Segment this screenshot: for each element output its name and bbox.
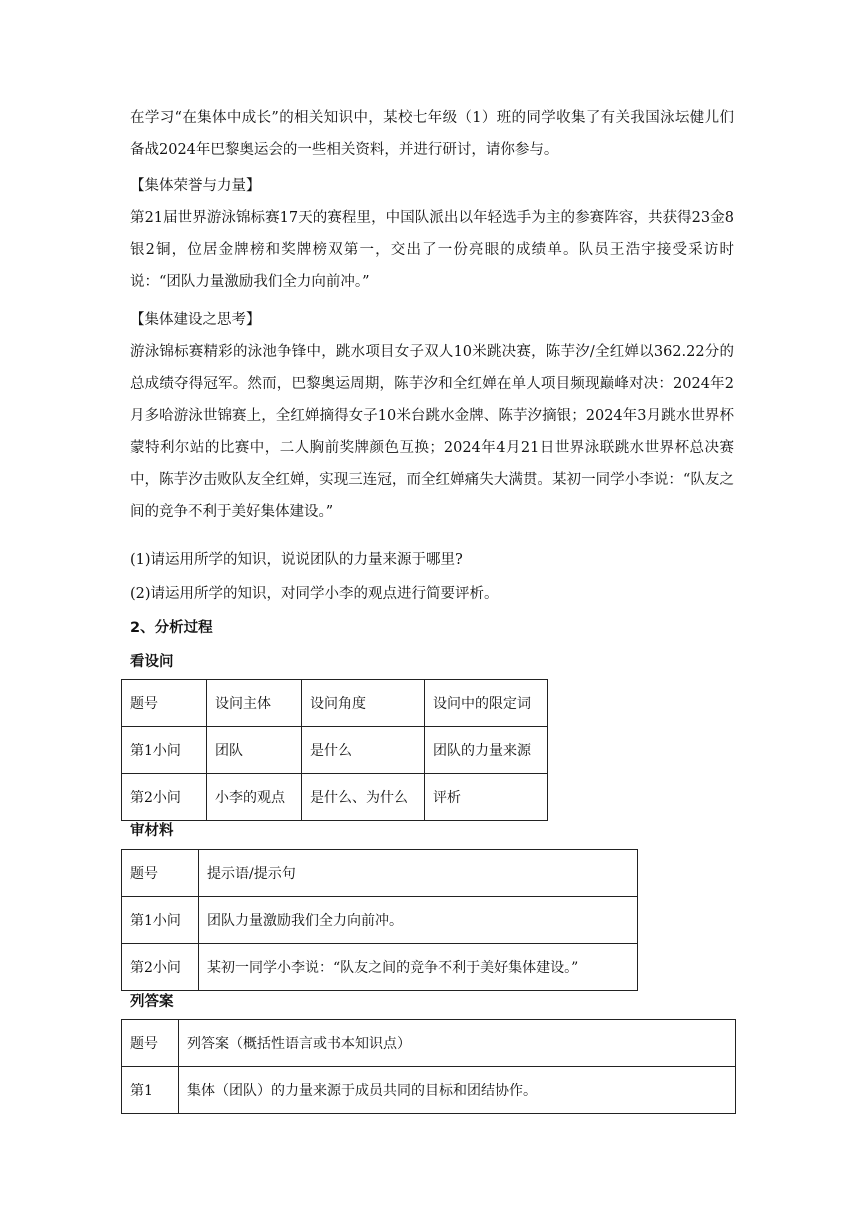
table-row: [122, 944, 638, 991]
table-cell: 是什么: [302, 727, 425, 774]
table1-title: 看设问: [130, 654, 174, 670]
table-cell: 第1小问: [122, 897, 199, 944]
section2-heading: 【集体建设之思考】: [130, 312, 261, 328]
table-cell: 团队力量激励我们全力向前冲。: [199, 897, 638, 944]
table-cell: 第2小问: [122, 774, 207, 821]
table-cell: 题号: [122, 1020, 179, 1067]
table-cell: 团队: [207, 727, 302, 774]
table-row: [122, 1067, 736, 1114]
table-cell: 设问主体: [207, 680, 302, 727]
table-cell: 提示语/提示句: [199, 850, 638, 897]
table-cell: 某初一同学小李说：“队友之间的竞争不利于美好集体建设。”: [199, 944, 638, 991]
table2-title: 审材料: [130, 823, 174, 839]
table-cell: 集体（团队）的力量来源于成员共同的目标和团结协作。: [179, 1067, 736, 1114]
section1-heading: 【集体荣誉与力量】: [130, 178, 261, 194]
section2-paragraph: 游泳锦标赛精彩的泳池争锋中，跳水项目女子双人10米跳决赛，陈芋汐/全红婵以362.22分的总成绩夺得冠军。然而，巴黎奥运周期，陈芋汐和全红婵在单人项目频现巅峰对决：2024年2月多哈游泳世锦赛上，全红婵摘得女子10米台跳水金牌、陈芋汐摘银；2024年3月跳水世界杯蒙特利尔站的比赛中，二人胸前奖牌颜色互换；2024年4月21日世界泳联跳水世界杯总决赛中，陈芋汐击败队友全红婵，实现三连冠，而全红婵痛失大满贯。某初一同学小李说：“队友之间的竞争不利于美好集体建设。”: [130, 344, 734, 520]
material-review-table: [121, 849, 638, 991]
table-cell: 题号: [122, 850, 199, 897]
table-cell: 是什么、为什么: [302, 774, 425, 821]
table-cell: 题号: [122, 680, 207, 727]
table-row: [122, 727, 548, 774]
table-header-row: [122, 1020, 736, 1067]
analysis-heading: 2、分析过程: [130, 620, 213, 636]
question-analysis-table: [121, 679, 548, 821]
table-cell: 设问角度: [302, 680, 425, 727]
question-2: (2)请运用所学的知识，对同学小李的观点进行简要评析。: [130, 586, 499, 602]
table-cell: 第1小问: [122, 727, 207, 774]
table-cell: 第1: [122, 1067, 179, 1114]
table-header-row: [122, 850, 638, 897]
table-row: [122, 774, 548, 821]
question-1: (1)请运用所学的知识，说说团队的力量来源于哪里?: [130, 552, 463, 568]
answer-table: [121, 1019, 736, 1114]
table-cell: 设问中的限定词: [425, 680, 548, 727]
table-cell: 评析: [425, 774, 548, 821]
table-cell: 团队的力量来源: [425, 727, 548, 774]
intro-paragraph: 在学习“在集体中成长”的相关知识中，某校七年级（1）班的同学收集了有关我国泳坛健儿们备战2024年巴黎奥运会的一些相关资料，并进行研讨，请你参与。: [130, 110, 734, 158]
table-cell: 小李的观点: [207, 774, 302, 821]
section1-paragraph: 第21届世界游泳锦标赛17天的赛程里，中国队派出以年轻选手为主的参赛阵容，共获得23金8银2铜，位居金牌榜和奖牌榜双第一，交出了一份亮眼的成绩单。队员王浩宇接受采访时说：“团队力量激励我们全力向前冲。”: [130, 210, 734, 290]
table3-title: 列答案: [130, 994, 174, 1010]
table-header-row: [122, 680, 548, 727]
table-cell: 第2小问: [122, 944, 199, 991]
table-cell: 列答案（概括性语言或书本知识点）: [179, 1020, 736, 1067]
table-row: [122, 897, 638, 944]
